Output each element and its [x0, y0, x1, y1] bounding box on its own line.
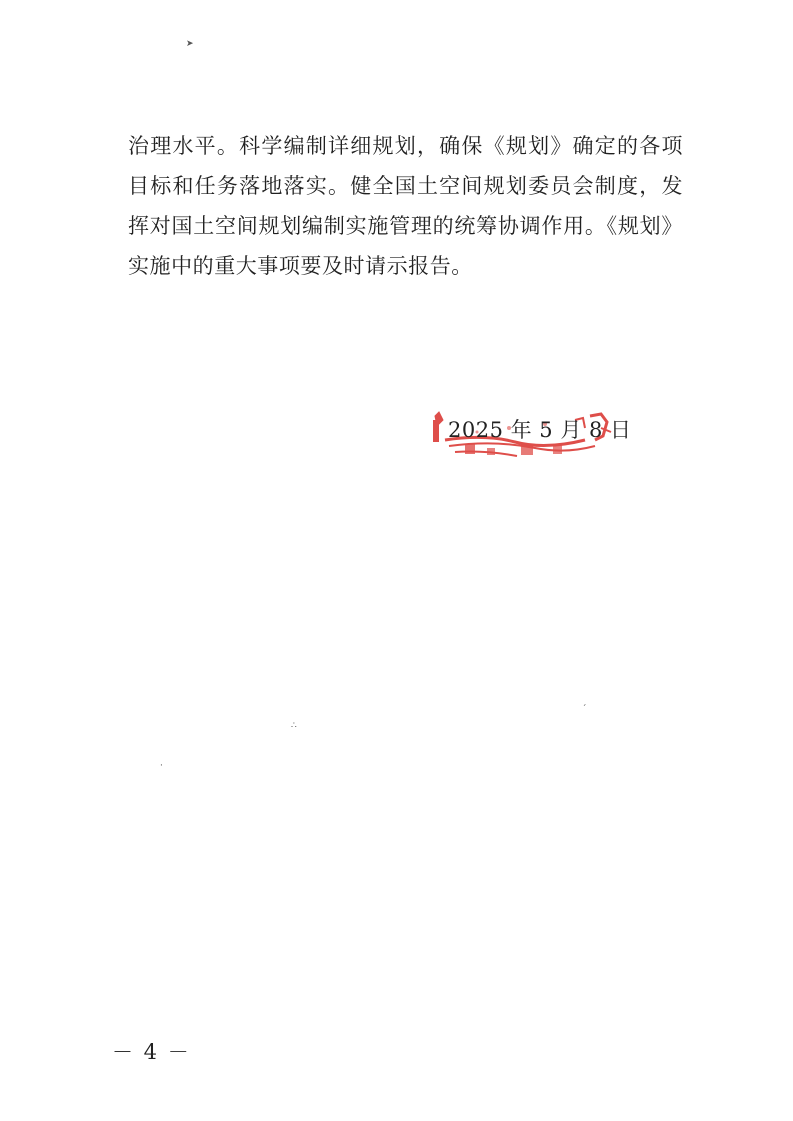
document-date: 2025 年 5 月 8 日 [448, 418, 632, 442]
body-text-block [128, 126, 683, 286]
body-paragraph: 治理水平。科学编制详细规划，确保《规划》确定的各项目标和任务落地落实。健全国土空间规划委员会制度，发挥对国土空间规划编制实施管理的统筹协调作用。《规划》实施中的重大事项要及时请示报告。 [128, 134, 683, 278]
scan-mark: ˊ [582, 705, 587, 715]
page-number: － 4 － [112, 1040, 191, 1064]
scan-mark: ➤ [186, 39, 194, 49]
scan-mark: ∴ [291, 721, 297, 731]
scan-mark: · [160, 761, 163, 771]
